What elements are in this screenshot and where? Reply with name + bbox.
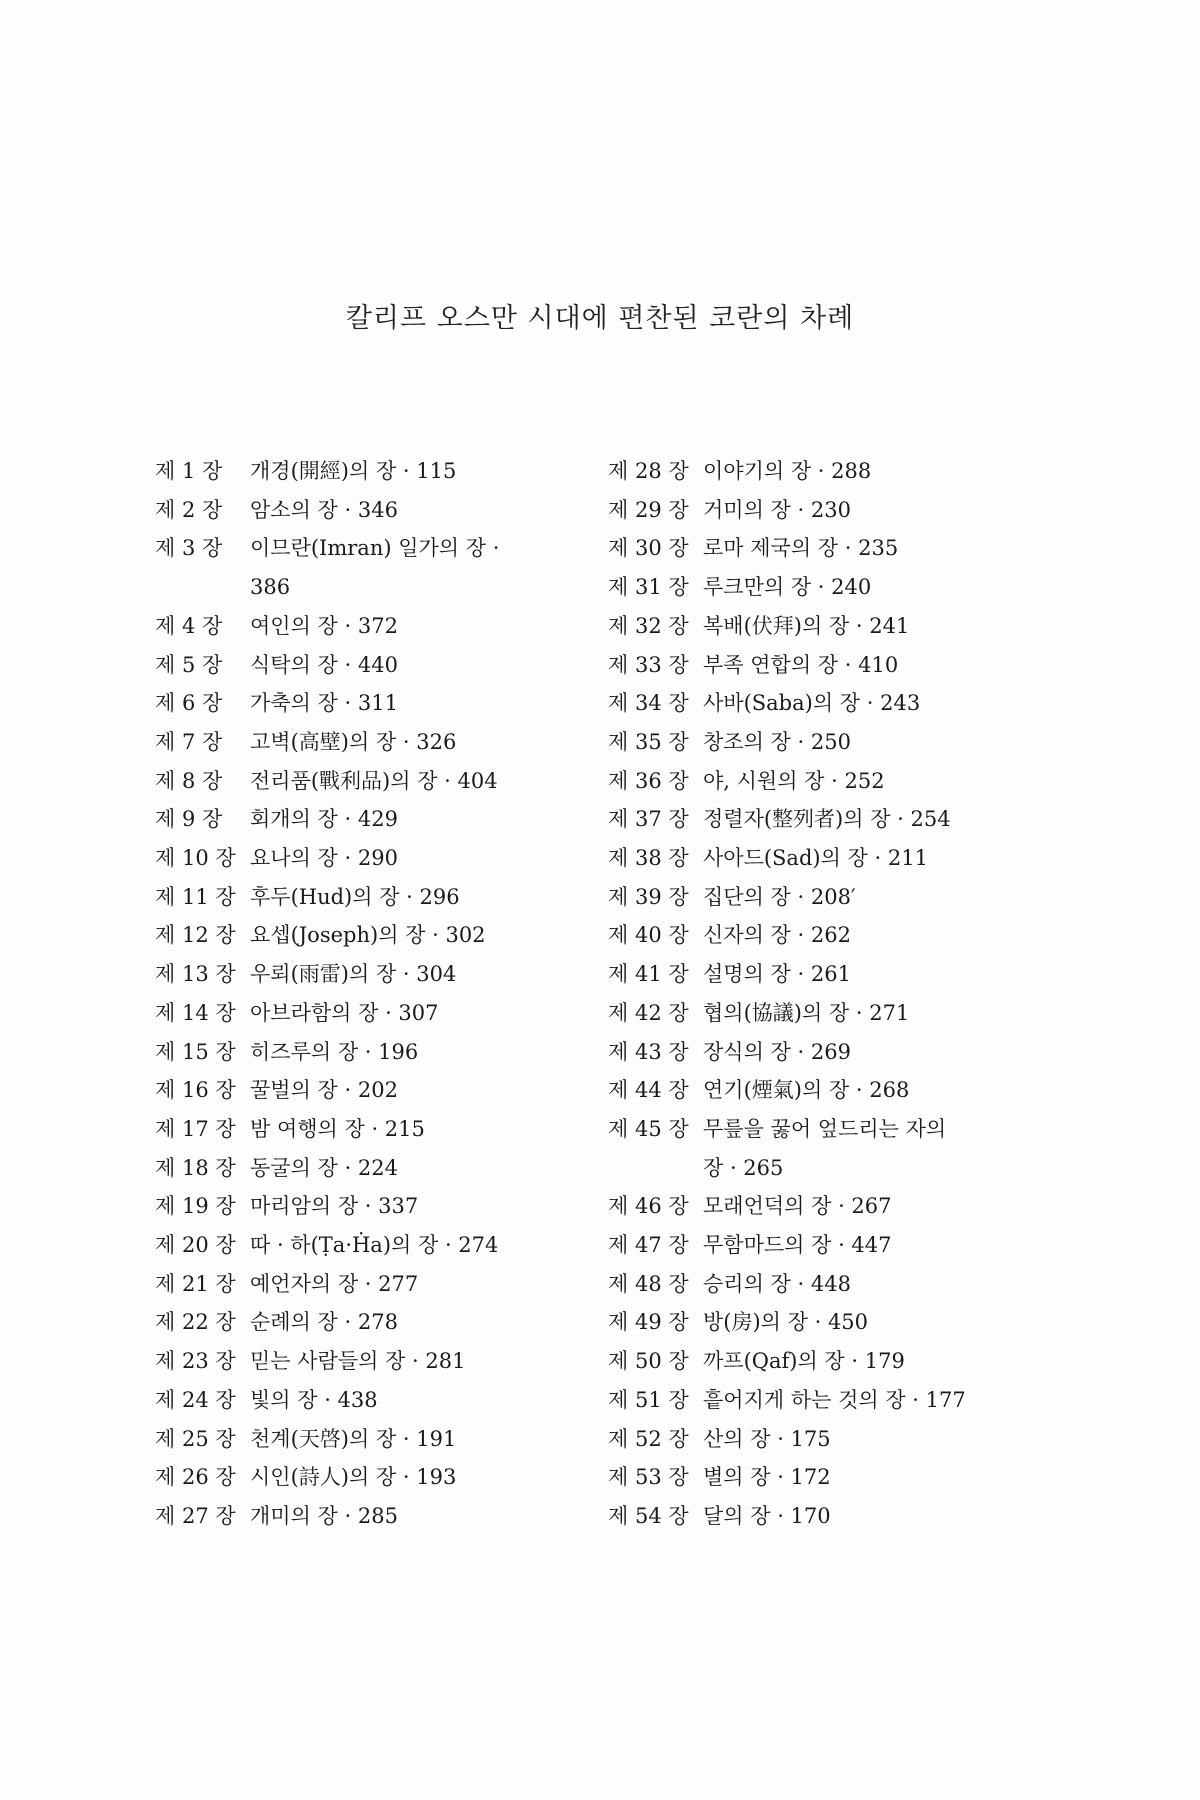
toc-entry: [155, 452, 595, 491]
toc-entry: [608, 607, 1048, 646]
chapter-title: 무릎을 꿇어 엎드리는 자의: [703, 1116, 947, 1141]
chapter-number: 제 50 장: [608, 1349, 689, 1374]
chapter-number: 제 39 장: [608, 884, 689, 909]
toc-entry-continuation: [155, 568, 595, 607]
chapter-title: 개미의 장 · 285: [250, 1503, 398, 1528]
chapter-title: 여인의 장 · 372: [250, 613, 398, 638]
chapter-number: 제 12 장: [155, 923, 236, 948]
chapter-number: 제 5 장: [155, 652, 223, 677]
toc-entry: [155, 684, 595, 723]
toc-entry: [608, 800, 1048, 839]
toc-entry: [155, 1149, 595, 1188]
chapter-title: 순례의 장 · 278: [250, 1310, 398, 1335]
toc-entry: [155, 491, 595, 530]
toc-entry: [155, 1071, 595, 1110]
chapter-number: 제 1 장: [155, 459, 223, 483]
chapter-title: 집단의 장 · 208′: [703, 884, 856, 909]
toc-entry: [608, 1226, 1048, 1265]
chapter-number: 제 26 장: [155, 1465, 236, 1490]
chapter-number: 제 37 장: [608, 807, 689, 832]
toc-entry: [155, 646, 595, 685]
chapter-title: 빛의 장 · 438: [250, 1387, 378, 1412]
toc-entry: [155, 607, 595, 646]
chapter-number: 제 45 장: [608, 1116, 689, 1141]
chapter-number: 제 11 장: [155, 884, 236, 909]
chapter-title: 동굴의 장 · 224: [250, 1155, 398, 1180]
chapter-number: 제 6 장: [155, 691, 223, 716]
toc-entry: [155, 723, 595, 762]
toc-entry: [155, 878, 595, 917]
toc-entry: [155, 1420, 595, 1459]
chapter-number: 제 13 장: [155, 962, 236, 987]
chapter-number: 제 35 장: [608, 729, 689, 754]
chapter-title: 모래언덕의 장 · 267: [703, 1194, 892, 1219]
toc-entry: [608, 1265, 1048, 1304]
toc-entry: [155, 1458, 595, 1497]
chapter-title: 협의(協議)의 장 · 271: [703, 1000, 910, 1025]
chapter-number: 제 41 장: [608, 962, 689, 987]
chapter-number: 제 27 장: [155, 1503, 236, 1528]
chapter-number: 제 4 장: [155, 613, 223, 638]
chapter-number: 제 28 장: [608, 459, 689, 483]
toc-entry: [155, 1187, 595, 1226]
chapter-number: 제 23 장: [155, 1349, 236, 1374]
chapter-title: 산의 장 · 175: [703, 1426, 831, 1451]
chapter-title: 창조의 장 · 250: [703, 729, 851, 754]
toc-entry: [155, 1342, 595, 1381]
chapter-number: 제 24 장: [155, 1387, 236, 1412]
toc-entry: [155, 839, 595, 878]
chapter-title: 요나의 장 · 290: [250, 846, 398, 871]
chapter-title: 마리암의 장 · 337: [250, 1194, 419, 1219]
chapter-title: 장 · 265: [703, 1155, 784, 1180]
toc-entry: [608, 568, 1048, 607]
toc-entry: [155, 762, 595, 801]
chapter-title: 꿀벌의 장 · 202: [250, 1078, 398, 1103]
chapter-number: 제 19 장: [155, 1194, 236, 1219]
chapter-title: 달의 장 · 170: [703, 1503, 831, 1528]
chapter-number: 제 44 장: [608, 1078, 689, 1103]
chapter-title: 개경(開經)의 장 · 115: [250, 459, 457, 483]
toc-entry: [608, 1497, 1048, 1536]
chapter-number: 제 29 장: [608, 497, 689, 522]
chapter-title: 사아드(Sad)의 장 · 211: [703, 846, 928, 871]
toc-entry: [608, 1303, 1048, 1342]
toc-entry: [608, 529, 1048, 568]
chapter-number: 제 3 장: [155, 536, 223, 561]
chapter-number: 제 9 장: [155, 807, 223, 832]
chapter-number: 제 53 장: [608, 1465, 689, 1490]
toc-entry: [608, 916, 1048, 955]
toc-entry: [155, 916, 595, 955]
chapter-title: 밤 여행의 장 · 215: [250, 1116, 425, 1141]
chapter-title: 신자의 장 · 262: [703, 923, 851, 948]
chapter-title: 흩어지게 하는 것의 장 · 177: [703, 1387, 966, 1412]
chapter-number: 제 36 장: [608, 768, 689, 793]
chapter-title: 가축의 장 · 311: [250, 691, 398, 716]
toc-entry: [608, 955, 1048, 994]
toc-entry: [155, 1033, 595, 1072]
chapter-number: 제 31 장: [608, 575, 689, 600]
chapter-number: 제 25 장: [155, 1426, 236, 1451]
toc-column-left: [155, 452, 595, 1536]
chapter-title: 무함마드의 장 · 447: [703, 1233, 892, 1258]
chapter-title: 회개의 장 · 429: [250, 807, 398, 832]
chapter-number: 제 17 장: [155, 1116, 236, 1141]
toc-entry: [608, 646, 1048, 685]
toc-entry: [155, 529, 595, 568]
chapter-title: 암소의 장 · 346: [250, 497, 398, 522]
toc-entry: [155, 800, 595, 839]
chapter-title: 따 · 하(Ṭa·Ḣa)의 장 · 274: [250, 1233, 499, 1258]
chapter-title: 386: [250, 575, 291, 600]
chapter-title: 별의 장 · 172: [703, 1465, 831, 1490]
chapter-number: 제 7 장: [155, 729, 223, 754]
toc-entry: [608, 723, 1048, 762]
chapter-number: 제 38 장: [608, 846, 689, 871]
chapter-number: 제 52 장: [608, 1426, 689, 1451]
chapter-number: 제 18 장: [155, 1155, 236, 1180]
toc-entry: [155, 1265, 595, 1304]
chapter-title: 믿는 사람들의 장 · 281: [250, 1349, 466, 1374]
chapter-title: 예언자의 장 · 277: [250, 1271, 419, 1296]
chapter-title: 식탁의 장 · 440: [250, 652, 398, 677]
chapter-number: 제 51 장: [608, 1387, 689, 1412]
toc-column-right: [608, 452, 1048, 1536]
toc-entry: [608, 1187, 1048, 1226]
toc-entry: [155, 1497, 595, 1536]
toc-entry: [155, 1226, 595, 1265]
chapter-title: 야, 시원의 장 · 252: [703, 768, 885, 793]
chapter-number: 제 30 장: [608, 536, 689, 561]
chapter-number: 제 43 장: [608, 1039, 689, 1064]
toc-entry-continuation: [608, 1149, 1048, 1188]
toc-entry: [155, 955, 595, 994]
chapter-number: 제 49 장: [608, 1310, 689, 1335]
chapter-title: 방(房)의 장 · 450: [703, 1310, 869, 1335]
chapter-number: 제 33 장: [608, 652, 689, 677]
toc-entry: [608, 1420, 1048, 1459]
chapter-number: 제 47 장: [608, 1233, 689, 1258]
toc-entry: [608, 491, 1048, 530]
chapter-title: 히즈루의 장 · 196: [250, 1039, 419, 1064]
chapter-title: 부족 연합의 장 · 410: [703, 652, 899, 677]
chapter-title: 정렬자(整列者)의 장 · 254: [703, 807, 951, 832]
chapter-title: 전리품(戰利品)의 장 · 404: [250, 768, 498, 793]
chapter-title: 거미의 장 · 230: [703, 497, 851, 522]
chapter-title: 고벽(高壁)의 장 · 326: [250, 729, 457, 754]
toc-entry: [155, 1110, 595, 1149]
chapter-title: 로마 제국의 장 · 235: [703, 536, 899, 561]
chapter-title: 사바(Saba)의 장 · 243: [703, 691, 921, 716]
chapter-number: 제 21 장: [155, 1271, 236, 1296]
chapter-title: 이므란(Imran) 일가의 장 ·: [250, 536, 500, 561]
chapter-number: 제 20 장: [155, 1233, 236, 1258]
chapter-number: 제 15 장: [155, 1039, 236, 1064]
toc-entry: [608, 1342, 1048, 1381]
chapter-number: 제 54 장: [608, 1503, 689, 1528]
chapter-number: 제 46 장: [608, 1194, 689, 1219]
chapter-title: 아브라함의 장 · 307: [250, 1000, 439, 1025]
chapter-title: 루크만의 장 · 240: [703, 575, 872, 600]
toc-entry: [608, 994, 1048, 1033]
toc-entry: [608, 1033, 1048, 1072]
toc-entry: [608, 762, 1048, 801]
chapter-title: 복배(伏拜)의 장 · 241: [703, 613, 910, 638]
toc-entry: [608, 1458, 1048, 1497]
chapter-title: 까프(Qaf)의 장 · 179: [703, 1349, 905, 1374]
chapter-title: 우뢰(雨雷)의 장 · 304: [250, 962, 457, 987]
chapter-number: 제 22 장: [155, 1310, 236, 1335]
chapter-number: 제 34 장: [608, 691, 689, 716]
toc-entry: [608, 452, 1048, 491]
chapter-title: 연기(煙氣)의 장 · 268: [703, 1078, 910, 1103]
toc-entry: [608, 684, 1048, 723]
chapter-title: 설명의 장 · 261: [703, 962, 851, 987]
chapter-number: 제 14 장: [155, 1000, 236, 1025]
page-title: 칼리프 오스만 시대에 편찬된 코란의 차례: [345, 303, 855, 334]
chapter-number: [608, 1149, 703, 1188]
chapter-title: 후두(Hud)의 장 · 296: [250, 884, 460, 909]
chapter-title: 시인(詩人)의 장 · 193: [250, 1465, 457, 1490]
chapter-number: 제 2 장: [155, 497, 223, 522]
toc-entry: [155, 1303, 595, 1342]
toc-entry: [608, 1381, 1048, 1420]
chapter-title: 승리의 장 · 448: [703, 1271, 851, 1296]
chapter-title: 장식의 장 · 269: [703, 1039, 851, 1064]
chapter-number: 제 32 장: [608, 613, 689, 638]
chapter-number: 제 16 장: [155, 1078, 236, 1103]
chapter-number: 제 8 장: [155, 768, 223, 793]
chapter-number: 제 42 장: [608, 1000, 689, 1025]
chapter-title: 천계(天啓)의 장 · 191: [250, 1426, 457, 1451]
toc-entry: [608, 878, 1048, 917]
chapter-number: 제 48 장: [608, 1271, 689, 1296]
toc-entry: [155, 994, 595, 1033]
toc-entry: [608, 1071, 1048, 1110]
chapter-number: 제 40 장: [608, 923, 689, 948]
toc-entry: [608, 1110, 1048, 1149]
chapter-number: [155, 568, 250, 607]
toc-entry: [155, 1381, 595, 1420]
toc-entry: [608, 839, 1048, 878]
chapter-number: 제 10 장: [155, 846, 236, 871]
chapter-title: 요셉(Joseph)의 장 · 302: [250, 923, 486, 948]
chapter-title: 이야기의 장 · 288: [703, 459, 872, 483]
